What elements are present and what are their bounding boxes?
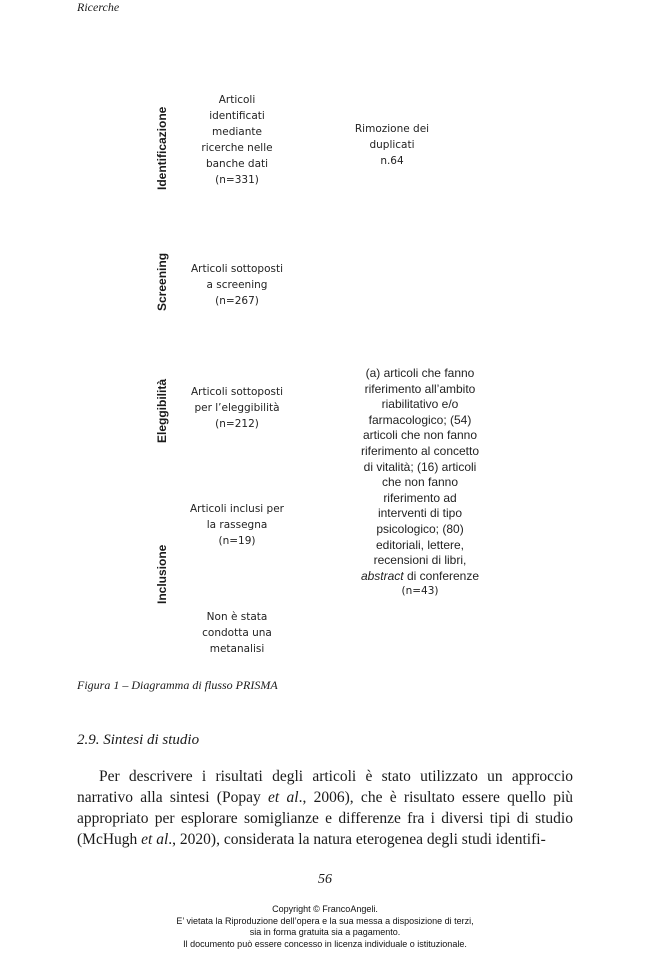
italic-word: abstract — [360, 568, 404, 583]
box-line — [340, 569, 500, 585]
box-line: Articoli — [218, 94, 256, 106]
box-line: editoriali, lettere, — [375, 537, 465, 552]
box-line: (n=212) — [215, 418, 259, 430]
box-identified — [182, 92, 292, 188]
stage-inclusione: Inclusione — [155, 544, 169, 604]
box-meta — [182, 609, 292, 657]
box-line: identificati — [209, 110, 265, 122]
box-excluded — [340, 366, 500, 600]
stage-eleggibilita: Eleggibilità — [155, 378, 169, 443]
box-line: Non è stata — [206, 611, 268, 623]
stage-identificazione: Identificazione — [155, 106, 169, 190]
box-line: (n=19) — [218, 535, 256, 547]
stage-screening: Screening — [155, 252, 169, 311]
text-span: ., 2006), che è risultato essere quello più appropriato per esplorare somiglianze e differenze fra i diversi tipi di studio (McHugh — [77, 789, 574, 848]
box-line: Articoli inclusi per — [190, 503, 284, 515]
box-line: di vitalità; (16) articoli — [363, 459, 477, 474]
box-count: (n=43) — [401, 585, 439, 598]
copyright-notice — [0, 904, 650, 950]
box-line: duplicati — [369, 139, 415, 151]
box-line: recensioni di libri, — [373, 553, 467, 568]
section-title: 2.9. Sintesi di studio — [77, 732, 200, 748]
figure-caption: Figura 1 – Diagramma di flusso PRISMA — [77, 678, 278, 692]
italic-span: et al — [268, 789, 299, 806]
box-line: riferimento al concetto — [360, 443, 480, 458]
box-included — [172, 501, 302, 549]
box-line: n.64 — [380, 155, 404, 167]
box-eligibility — [177, 384, 297, 432]
box-line: farmacologico; (54) — [368, 412, 472, 427]
copyright-line: E’ vietata la Riproduzione dell’opera e la sua messa a disposizione di terzi, — [176, 915, 474, 926]
box-line: che non fanno — [381, 475, 459, 490]
box-line: (n=267) — [215, 295, 259, 307]
text-span: ., 2020), considerata la natura eterogenea degli studi identifi- — [168, 831, 546, 848]
running-head: Ricerche — [77, 0, 120, 14]
box-line: interventi di tipo — [377, 506, 463, 521]
box-line: mediante — [212, 126, 262, 138]
box-line: banche dati — [205, 158, 269, 170]
text-span: di conferenze — [403, 568, 480, 583]
copyright-line: Il documento può essere concesso in licenza individuale o istituzionale. — [183, 938, 467, 949]
box-line: la rassegna — [206, 519, 268, 531]
italic-span: et al — [141, 831, 169, 848]
page-number: 56 — [318, 872, 332, 887]
box-line: psicologico; (80) — [376, 521, 464, 536]
box-line: riferimento all’ambito — [364, 381, 476, 396]
box-line: metanalisi — [209, 643, 265, 655]
box-line: (a) articoli che fanno — [365, 366, 475, 380]
box-line: riferimento ad — [383, 490, 457, 505]
box-line: riabilitativo e/o — [381, 397, 459, 412]
box-screened — [177, 261, 297, 309]
copyright-line: Copyright © FrancoAngeli. — [272, 904, 378, 914]
body-paragraph — [77, 766, 573, 850]
box-line: Articoli sottoposti — [190, 263, 284, 275]
text-span: Per descrivere i risultati degli articoli è stato utilizzato un approccio narrativo alla sintesi (Popay — [77, 768, 573, 806]
box-line: per l’eleggibilità — [194, 402, 280, 414]
box-line: Articoli sottoposti — [190, 386, 284, 398]
box-line: ricerche nelle — [201, 142, 273, 154]
copyright-line: sia in forma gratuita sia a pagamento. — [249, 927, 401, 937]
box-line: (n=331) — [215, 174, 259, 186]
box-line: Rimozione dei — [354, 123, 430, 135]
box-line: condotta una — [202, 627, 272, 639]
box-duplicates — [327, 121, 457, 169]
box-line: a screening — [206, 279, 268, 291]
box-line: articoli che non fanno — [362, 428, 478, 443]
